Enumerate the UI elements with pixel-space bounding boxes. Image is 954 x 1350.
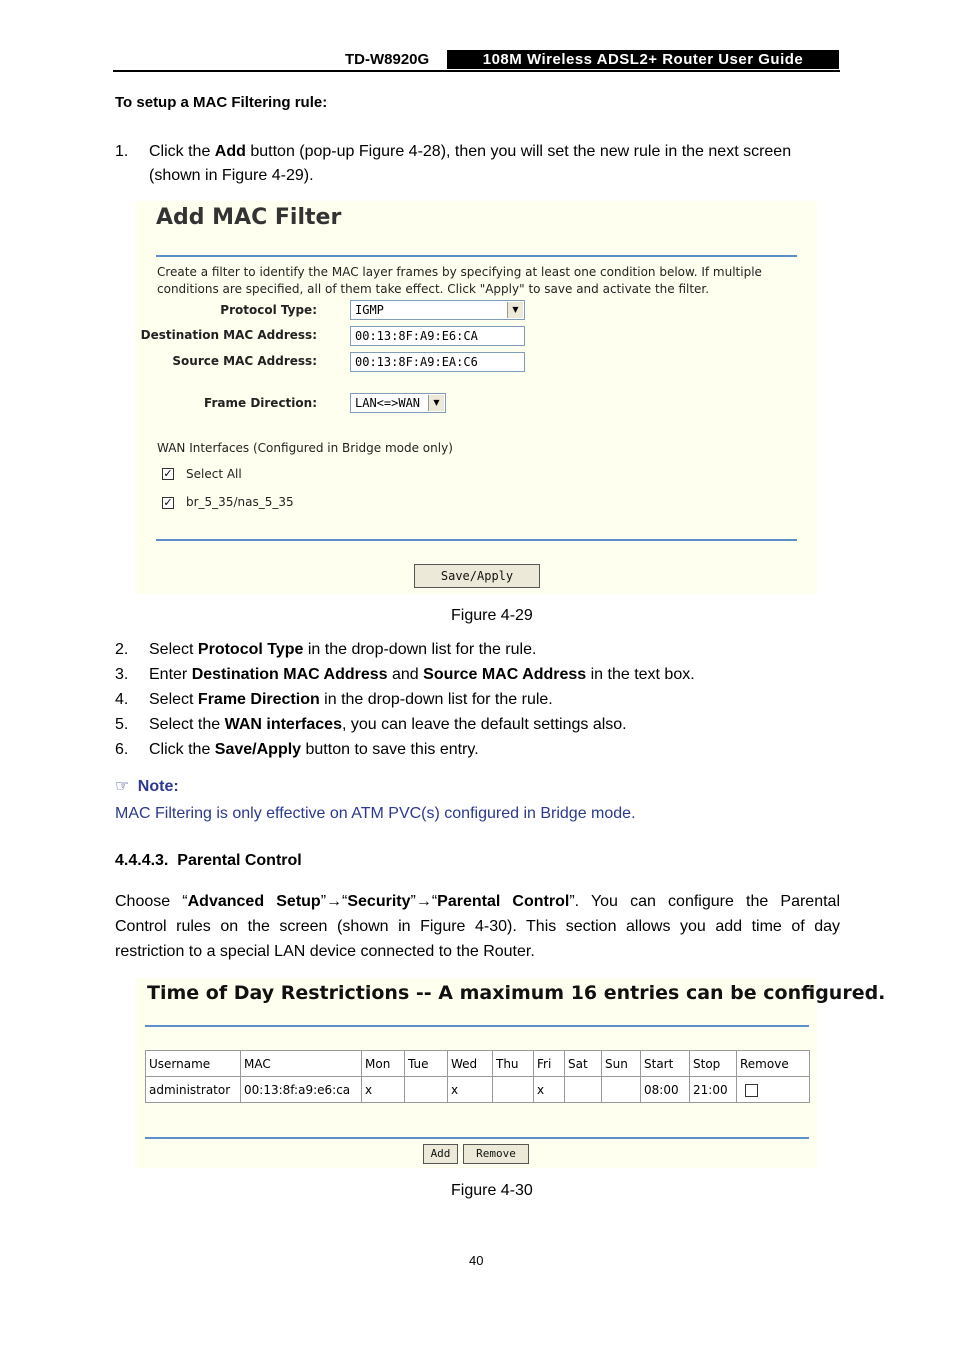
paragraph-text: restriction to a special LAN device connected to the Router. (115, 943, 535, 960)
interface-checkbox[interactable]: ✓ (163, 496, 173, 509)
section-heading (115, 852, 302, 870)
step-bold: Destination MAC Address (191, 666, 388, 683)
page-number: 40 (469, 1253, 484, 1268)
wan-interfaces-heading: WAN Interfaces (Configured in Bridge mode only) (157, 441, 453, 455)
panel-title: Time of Day Restrictions -- A maximum 16 entries can be configured. (147, 982, 886, 1004)
protocol-type-select[interactable] (350, 300, 525, 320)
frame-direction-select[interactable] (350, 393, 446, 413)
table-cell: 08:00 (641, 1077, 690, 1103)
step-text: , you can leave the default settings also. (341, 716, 627, 733)
column-header: Sat (565, 1051, 602, 1077)
chevron-down-icon[interactable]: ▼ (507, 302, 523, 318)
step-text: Select (149, 691, 198, 708)
remove-cell (737, 1077, 810, 1103)
protocol-type-label: Protocol Type: (220, 303, 317, 317)
table-header-row (146, 1051, 810, 1077)
intro-heading: To setup a MAC Filtering rule: (115, 94, 328, 111)
paragraph-text: Control rules on the screen (shown in Figure 4-30). This section allows you add time of day (115, 918, 840, 935)
column-header: MAC (241, 1051, 362, 1077)
section-paragraph (115, 889, 840, 964)
step-bold: Add (214, 143, 246, 160)
step-bold: Save/Apply (214, 741, 302, 758)
paragraph-text: Choose “ (115, 893, 188, 910)
list-item (115, 637, 840, 662)
table-cell: x (362, 1077, 405, 1103)
column-header: Wed (448, 1051, 493, 1077)
restrictions-table (145, 1050, 810, 1103)
step-text: Enter (149, 666, 192, 683)
chevron-down-icon[interactable]: ▼ (428, 395, 444, 411)
note-label: Note: (137, 778, 179, 795)
table-cell: x (448, 1077, 493, 1103)
steps-list (115, 637, 840, 762)
table-row (146, 1077, 810, 1103)
table-cell (405, 1077, 448, 1103)
list-item (115, 687, 840, 712)
panel-description (157, 264, 762, 298)
remove-checkbox[interactable] (745, 1084, 758, 1097)
description-line: Create a filter to identify the MAC layer frames by specifying at least one condition below. If multiple (157, 265, 762, 279)
step-number: 5. (115, 716, 129, 733)
step-text: Select (149, 641, 198, 658)
add-button[interactable]: Add (423, 1144, 458, 1164)
document-model: TD-W8920G (345, 51, 430, 68)
source-mac-input[interactable]: 00:13:8F:A9:EA:C6 (350, 352, 525, 372)
table-cell: 21:00 (690, 1077, 737, 1103)
frame-direction-value: LAN<=>WAN (355, 396, 421, 410)
list-item (115, 662, 840, 687)
column-header: Stop (690, 1051, 737, 1077)
note-heading (115, 776, 179, 796)
note-text: MAC Filtering is only effective on ATM PVC(s) configured in Bridge mode. (115, 805, 636, 822)
save-apply-button[interactable]: Save/Apply (414, 564, 540, 588)
select-all-checkbox[interactable]: ✓ (163, 467, 173, 480)
destination-mac-label: Destination MAC Address: (140, 328, 317, 342)
paragraph-bold: Advanced Setup (187, 893, 321, 910)
step-number: 6. (115, 741, 129, 758)
table-cell (602, 1077, 641, 1103)
select-all-label: Select All (186, 467, 242, 481)
time-of-day-restrictions-screenshot (135, 978, 886, 1168)
source-mac-label: Source MAC Address: (172, 354, 317, 368)
list-item (115, 737, 840, 762)
document-title: 108M Wireless ADSL2+ Router User Guide (447, 50, 839, 69)
remove-button[interactable]: Remove (463, 1144, 529, 1164)
destination-mac-input[interactable]: 00:13:8F:A9:E6:CA (350, 326, 525, 346)
add-mac-filter-screenshot (135, 201, 817, 594)
step-number: 2. (115, 641, 129, 658)
paragraph-bold: Parental Control (437, 893, 570, 910)
step-text: in the text box. (586, 666, 695, 683)
table-cell (493, 1077, 534, 1103)
step-text: Select the (149, 716, 225, 733)
figure-caption: Figure 4-30 (451, 1182, 533, 1199)
step-number: 1. (115, 143, 129, 160)
step-text: Click the (149, 143, 215, 160)
column-header: Fri (534, 1051, 565, 1077)
step-bold: Source MAC Address (423, 666, 587, 683)
column-header: Start (641, 1051, 690, 1077)
divider (156, 539, 797, 541)
step-bold: Frame Direction (197, 691, 320, 708)
step-text: and (387, 666, 424, 683)
step-text: (shown in Figure 4-29). (149, 167, 314, 184)
interface-label: br_5_35/nas_5_35 (186, 495, 294, 509)
column-header: Remove (737, 1051, 810, 1077)
step-text: in the drop-down list for the rule. (319, 691, 553, 708)
paragraph-bold: Security (347, 893, 411, 910)
table-cell: 00:13:8f:a9:e6:ca (241, 1077, 362, 1103)
section-number: 4.4.4.3. (115, 852, 169, 869)
figure-caption: Figure 4-29 (451, 607, 533, 624)
list-item (115, 712, 840, 737)
step-text: Click the (149, 741, 215, 758)
step-text: button (pop-up Figure 4-28), then you will set the new rule in the next screen (245, 143, 792, 160)
frame-direction-label: Frame Direction: (204, 396, 317, 410)
table-cell (565, 1077, 602, 1103)
section-title: Parental Control (177, 852, 302, 869)
step-number: 3. (115, 666, 129, 683)
protocol-type-value: IGMP (355, 303, 384, 317)
divider (145, 1137, 809, 1139)
table-cell: x (534, 1077, 565, 1103)
paragraph-text: ”. You can configure the Parental (569, 893, 840, 910)
step-text: button to save this entry. (301, 741, 479, 758)
column-header: Thu (493, 1051, 534, 1077)
step-text: in the drop-down list for the rule. (303, 641, 537, 658)
column-header: Username (146, 1051, 241, 1077)
paragraph-text: ”→“ (320, 893, 348, 910)
description-line: conditions are specified, all of them take effect. Click "Apply" to save and activate the filter. (157, 282, 710, 296)
paragraph-text: ”→“ (410, 893, 438, 910)
table-cell: administrator (146, 1077, 241, 1103)
column-header: Sun (602, 1051, 641, 1077)
header-rule (113, 70, 840, 72)
panel-title: Add MAC Filter (156, 205, 342, 230)
divider (156, 255, 797, 257)
pointing-hand-icon: ☞ (115, 776, 130, 795)
column-header: Mon (362, 1051, 405, 1077)
divider (145, 1025, 809, 1027)
step-bold: Protocol Type (197, 641, 304, 658)
column-header: Tue (405, 1051, 448, 1077)
step-bold: WAN interfaces (224, 716, 342, 733)
step-number: 4. (115, 691, 129, 708)
